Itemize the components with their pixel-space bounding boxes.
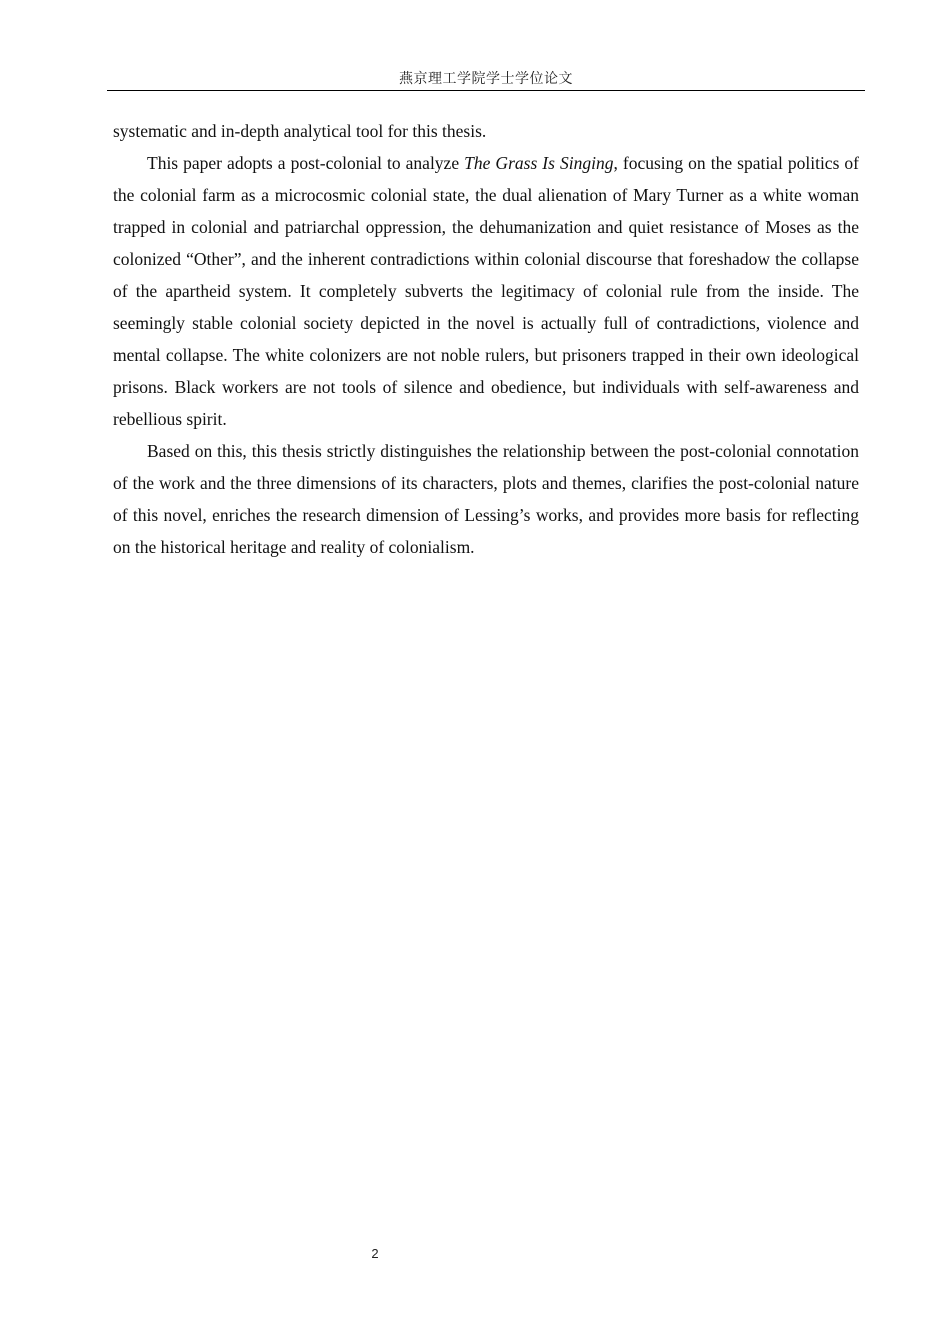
paragraph-conclusion: Based on this, this thesis strictly distinguishes the relationship between the post-colonial connotation of the work and the three dimensions of its characters, plots and themes, clarifies the post-colonial nature of this novel, enriches the research dimension of Lessing’s works, and provides more basis for reflecting on the historical heritage and reality of colonialism. <box>113 441 859 557</box>
novel-title: The Grass Is Singing <box>464 153 614 173</box>
paragraph-analysis <box>113 147 859 435</box>
paragraph-analysis-lead: This paper adopts a post-colonial to analyze <box>147 153 465 173</box>
paragraph-analysis-body: , focusing on the spatial politics of the colonial farm as a microcosmic colonial state, the dual alienation of Mary Turner as a white woman trapped in colonial and patriarchal oppression, the dehumanization and quiet resistance of Moses as the colonized “Other”, and the inherent contradictions within colonial discourse that foreshadow the collapse of the apartheid system. It completely subverts the legitimacy of colonial rule from the inside. The seemingly stable colonial society depicted in the novel is actually full of contradictions, violence and mental collapse. The white colonizers are not noble rulers, but prisoners trapped in their own ideological prisons. Black workers are not tools of silence and obedience, but individuals with self-awareness and rebellious spirit. <box>113 153 859 429</box>
page-header <box>107 68 865 91</box>
body-text <box>113 115 859 563</box>
page-header-title: 燕京理工学院学士学位论文 <box>399 71 573 87</box>
page-number: 2 <box>371 1246 379 1261</box>
paragraph-continuation: systematic and in-depth analytical tool for this thesis. <box>113 121 487 141</box>
